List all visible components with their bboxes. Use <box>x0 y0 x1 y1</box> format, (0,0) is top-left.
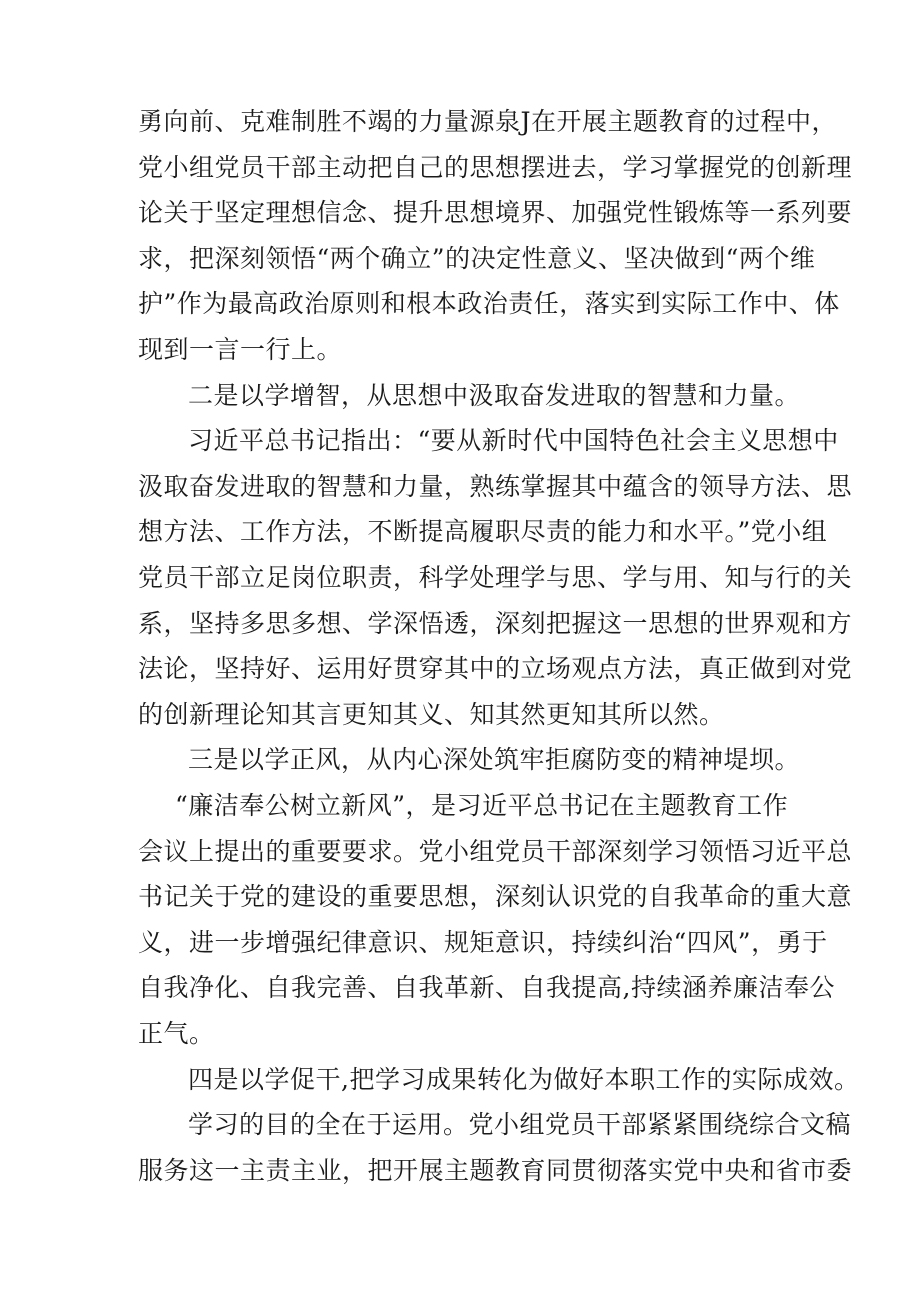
paragraph-line: 书记关于党的建设的重要思想，深刻认识党的自我革命的重大意 <box>138 882 853 912</box>
paragraph-line: 护”作为最高政治原则和根本政治责任，落实到实际工作中、体 <box>138 289 840 319</box>
paragraph-line: 想方法、工作方法，不断提高履职尽责的能力和水平。”党小组 <box>138 517 828 547</box>
paragraph-line: 的创新理论知其言更知其义、知其然更知其所以然。 <box>138 699 725 729</box>
paragraph-line: 服务这一主责主业，把开展主题教育同贯彻落实党中央和省市委 <box>138 1155 853 1185</box>
paragraph-line: 自我净化、自我完善、自我革新、自我提高,持续涵养廉洁奉公 <box>138 973 835 1003</box>
paragraph-line: 求，把深刻领悟“两个确立”的决定性意义、坚决做到“两个维 <box>138 243 816 273</box>
paragraph-line: 汲取奋发进取的智慧和力量，熟练掌握其中蕴含的领导方法、思 <box>138 471 853 501</box>
paragraph-line: 勇向前、克难制胜不竭的力量源泉J在开展主题教育的过程中， <box>138 107 838 136</box>
paragraph-line: 系，坚持多思多想、学深悟透，深刻把握这一思想的世界观和方 <box>138 608 853 638</box>
paragraph-line: 党小组党员干部主动把自己的思想摆进去，学习掌握党的创新理 <box>138 152 853 182</box>
section-heading: 三是以学正风，从内心深处筑牢拒腐防变的精神堤坝。 <box>188 745 801 775</box>
paragraph-line: 义，进一步增强纪律意识、规矩意识，持续纠治“四风”，勇于 <box>138 927 828 957</box>
paragraph-line: 党员干部立足岗位职责，科学处理学与思、学与用、知与行的关 <box>138 563 853 592</box>
paragraph-line: 现到一言一行上。 <box>138 335 343 364</box>
paragraph-line: 法论，坚持好、运用好贯穿其中的立场观点方法，真正做到对党 <box>138 654 853 684</box>
paragraph-line: 习近平总书记指出：“要从新时代中国特色社会主义思想中 <box>188 426 839 456</box>
paragraph-line: 正气。 <box>138 1019 215 1048</box>
paragraph-line: 论关于坚定理想信念、提升思想境界、加强党性锻炼等一系列要 <box>138 198 853 228</box>
paragraph-line: 学习的目的全在于运用。党小组党员干部紧紧围绕综合文稿 <box>188 1110 852 1140</box>
section-heading: 四是以学促干,把学习成果转化为做好本职工作的实际成效。 <box>188 1064 860 1094</box>
paragraph-line: 会议上提出的重要要求。党小组党员干部深刻学习领悟习近平总 <box>138 836 853 866</box>
paragraph-line: “廉洁奉公树立新风”，是习近平总书记在主题教育工作 <box>175 791 789 820</box>
section-heading: 二是以学增智，从思想中汲取奋发进取的智慧和力量。 <box>188 380 801 410</box>
